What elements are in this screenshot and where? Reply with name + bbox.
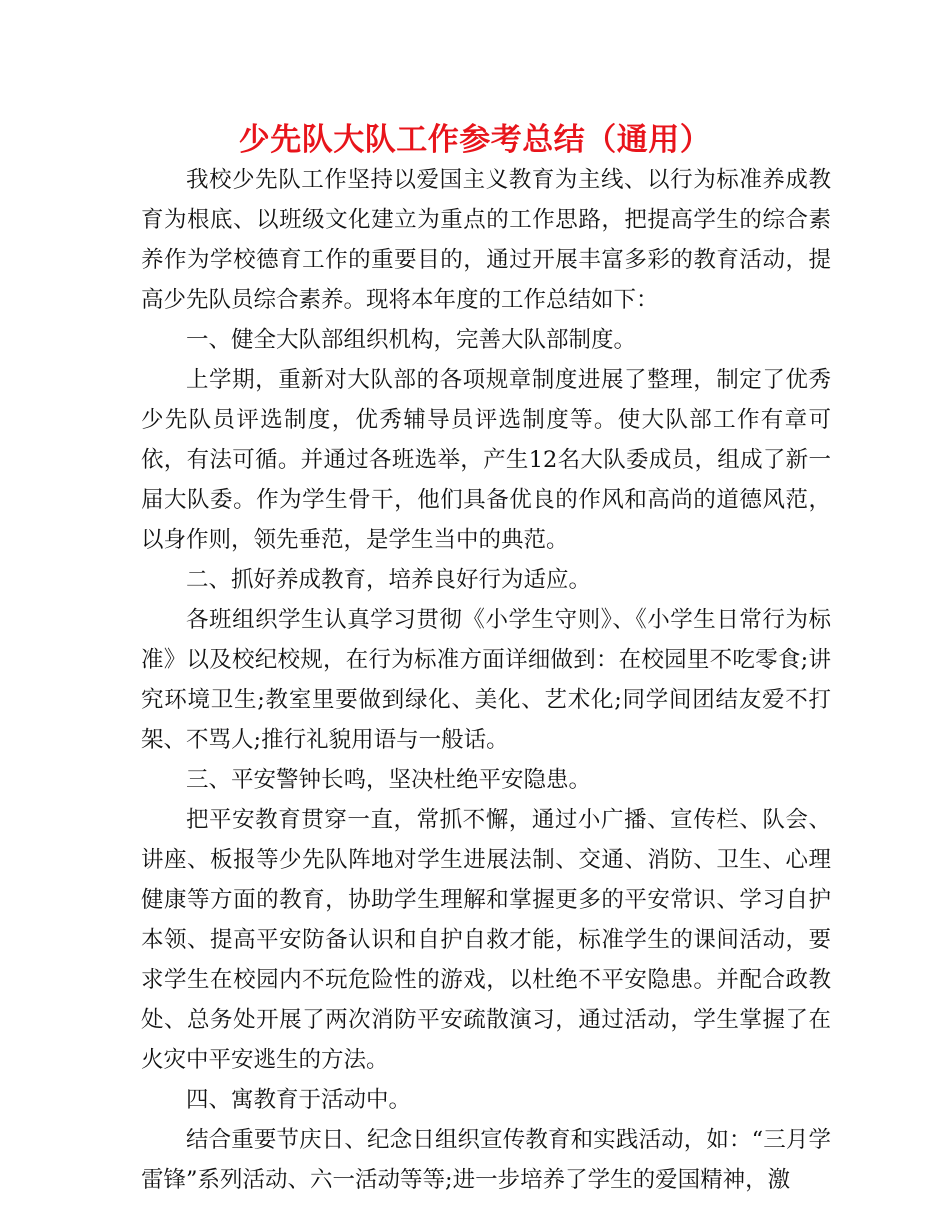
section-heading-4: 四、寓教育于活动中。 [186,1087,412,1113]
section-heading-1: 一、健全大队部组织机构，完善大队部制度。 [186,327,637,353]
paragraph-section-2: 各班组织学生认真学习贯彻《小学生守则》、《小学生日常行为标准》以及校纪校规，在行为标准方面详细做到：在校园里不吃零食;讲究环境卫生;教室里要做到绿化、美化、艺术化;同学间团结友爱不打架、不骂人;推行礼貌用语与一般话。 [141,607,831,753]
paragraph-intro: 我校少先队工作坚持以爱国主义教育为主线、以行为标准养成教育为根底、以班级文化建立为重点的工作思路，把提高学生的综合素养作为学校德育工作的重要目的，通过开展丰富多彩的教育活动，提高少先队员综合素养。现将本年度的工作总结如下： [141,167,831,313]
paragraph-section-3: 把平安教育贯穿一直，常抓不懈，通过小广播、宣传栏、队会、讲座、板报等少先队阵地对学生进展法制、交通、消防、卫生、心理健康等方面的教育，协助学生理解和掌握更多的平安常识、学习自护本领、提高平安防备认识和自护自救才能，标准学生的课间活动，要求学生在校园内不玩危险性的游戏，以杜绝不平安隐患。并配合政教处、总务处开展了两次消防平安疏散演习，通过活动，学生掌握了在火灾中平安逃生的方法。 [141,807,831,1073]
paragraph-section-1: 上学期，重新对大队部的各项规章制度进展了整理，制定了优秀少先队员评选制度，优秀辅导员评选制度等。使大队部工作有章可依，有法可循。并通过各班选举，产生12名大队委成员，组成了新一届大队委。作为学生骨干，他们具备优良的作风和高尚的道德风范，以身作则，领先垂范，是学生当中的典范。 [141,367,831,553]
paragraph-section-4: 结合重要节庆日、纪念日组织宣传教育和实践活动，如：“三月学雷锋”系列活动、六一活动等等;进一步培养了学生的爱国精神，激 [141,1127,831,1193]
section-heading-2: 二、抓好养成教育，培养良好行为适应。 [186,567,592,593]
section-heading-3: 三、平安警钟长鸣，坚决杜绝平安隐患。 [186,767,592,793]
document-body [141,160,831,1200]
document-title: 少先队大队工作参考总结（通用） [238,122,712,158]
